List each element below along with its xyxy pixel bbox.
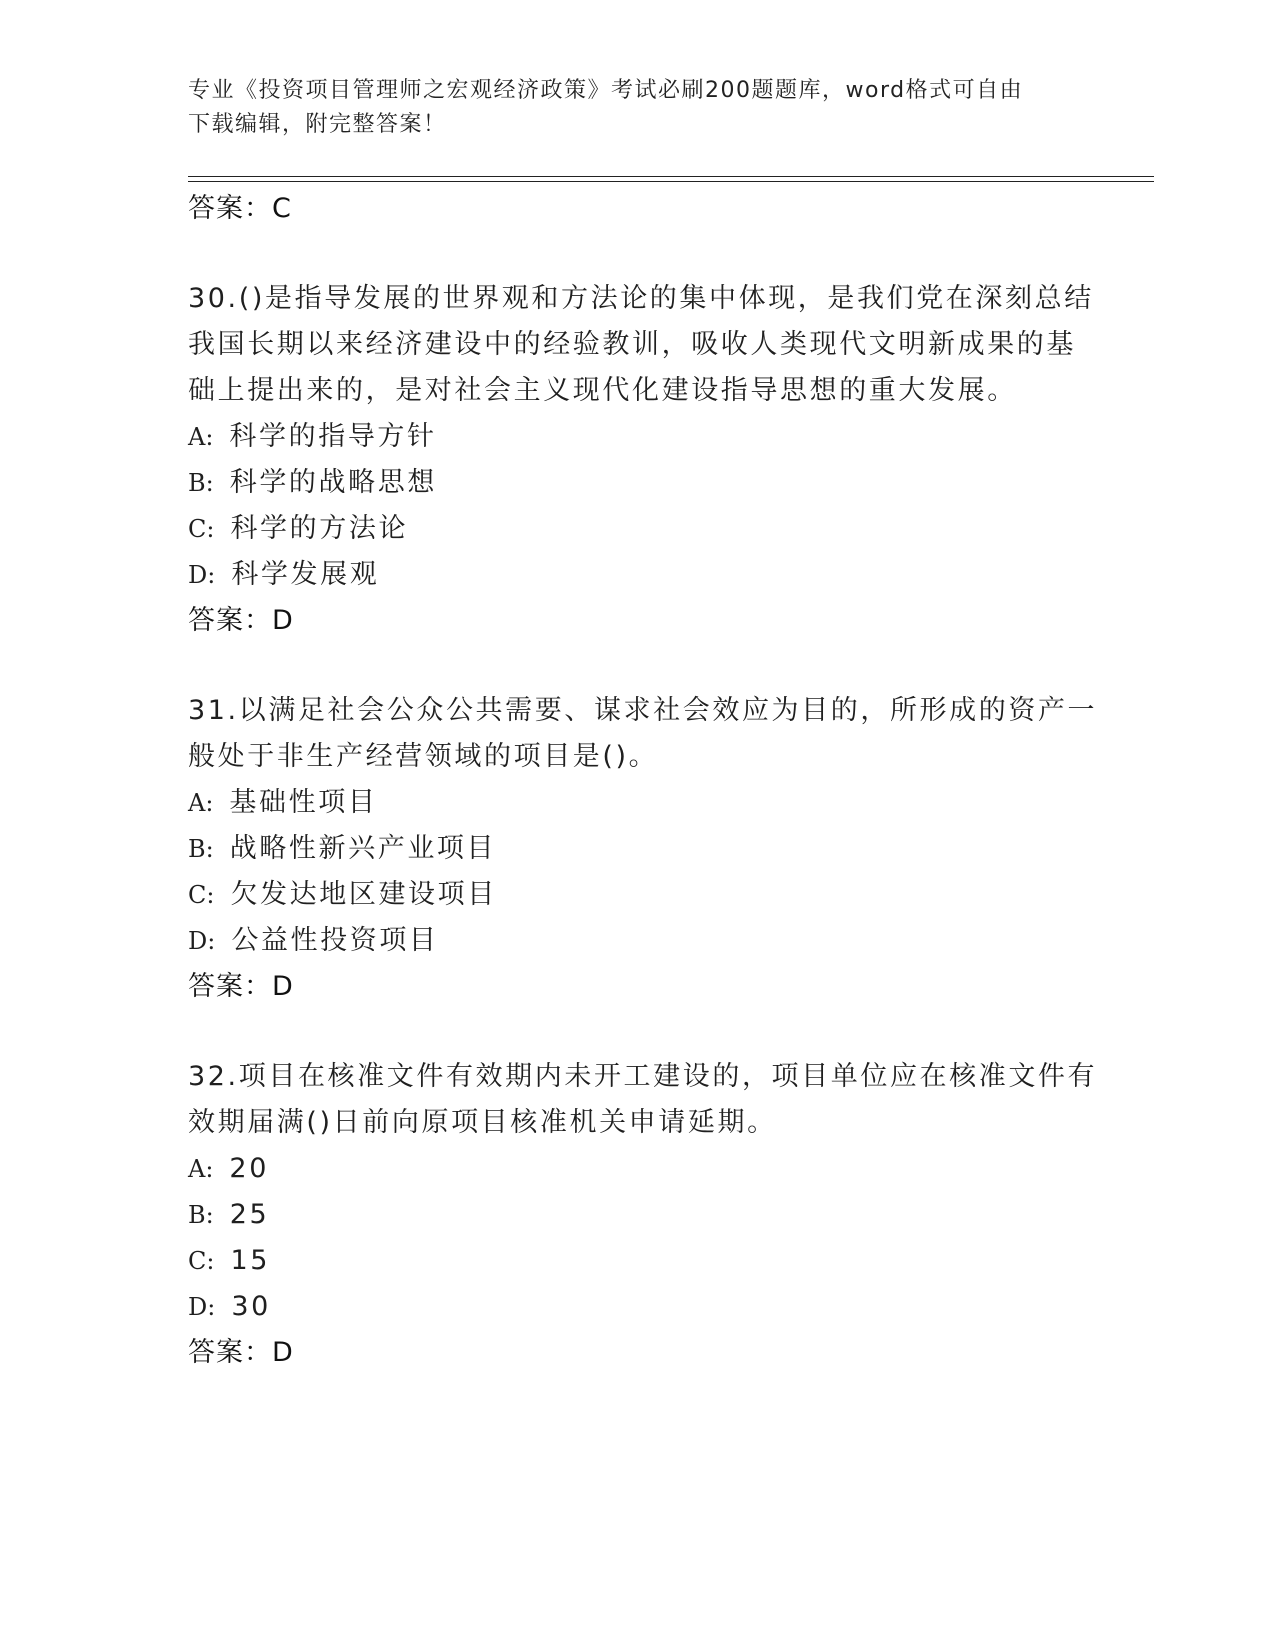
option-key: A: xyxy=(188,789,214,817)
document-header xyxy=(188,74,1088,142)
option-b xyxy=(188,1192,1088,1238)
option-text: 基础性项目 xyxy=(229,787,378,818)
answer-label: 答案：D xyxy=(188,971,294,1002)
header-rule-bottom xyxy=(188,181,1154,182)
option-text: 20 xyxy=(229,1153,269,1184)
option-text: 科学发展观 xyxy=(231,559,380,590)
option-key: D: xyxy=(188,561,216,589)
option-key: C: xyxy=(188,881,215,909)
option-text: 15 xyxy=(230,1245,271,1276)
option-d xyxy=(188,918,1088,964)
option-key: B: xyxy=(188,835,214,863)
option-key: B: xyxy=(188,1201,214,1229)
option-c xyxy=(188,872,1088,918)
option-text: 科学的指导方针 xyxy=(229,421,437,452)
option-b xyxy=(188,460,1088,506)
option-key: B: xyxy=(188,469,214,497)
question-text-line: 我国长期以来经济建设中的经验教训，吸收人类现代文明新成果的基 xyxy=(188,329,1076,360)
option-key: A: xyxy=(188,423,214,451)
option-text: 科学的方法论 xyxy=(230,513,409,544)
option-text: 公益性投资项目 xyxy=(231,925,439,956)
option-key: A: xyxy=(188,1155,214,1183)
option-key: D: xyxy=(188,927,216,955)
question-30 xyxy=(188,276,1094,644)
option-c xyxy=(188,1238,1088,1284)
option-d xyxy=(188,552,1088,598)
header-line-2: 下载编辑，附完整答案！ xyxy=(188,112,447,137)
option-b xyxy=(188,826,1088,872)
question-text-line: 31.以满足社会公众公共需要、谋求社会效应为目的，所形成的资产一 xyxy=(188,695,1098,726)
option-a xyxy=(188,1146,1088,1192)
answer-label: 答案：D xyxy=(188,605,294,636)
question-text-line: 效期届满()日前向原项目核准机关申请延期。 xyxy=(188,1107,777,1138)
header-line-1: 专业《投资项目管理师之宏观经济政策》考试必刷200题题库，word格式可自由 xyxy=(188,78,1024,103)
option-c xyxy=(188,506,1088,552)
option-text: 30 xyxy=(231,1291,271,1322)
previous-answer: 答案：C xyxy=(188,193,292,224)
question-text-line: 般处于非生产经营领域的项目是()。 xyxy=(188,741,659,772)
option-key: C: xyxy=(188,515,215,543)
question-31 xyxy=(188,688,1098,1010)
question-text-line: 30.()是指导发展的世界观和方法论的集中体现，是我们党在深刻总结 xyxy=(188,283,1094,314)
option-d xyxy=(188,1284,1088,1330)
option-key: D: xyxy=(188,1293,216,1321)
question-text-line: 础上提出来的，是对社会主义现代化建设指导思想的重大发展。 xyxy=(188,375,1017,406)
header-rule-top xyxy=(188,176,1154,177)
option-key: C: xyxy=(188,1247,215,1275)
question-list xyxy=(188,186,1098,1376)
option-text: 科学的战略思想 xyxy=(229,467,437,498)
question-32 xyxy=(188,1054,1098,1376)
question-text-line: 32.项目在核准文件有效期内未开工建设的，项目单位应在核准文件有 xyxy=(188,1061,1098,1092)
option-text: 欠发达地区建设项目 xyxy=(230,879,497,910)
option-text: 战略性新兴产业项目 xyxy=(229,833,497,864)
answer-label: 答案：D xyxy=(188,1337,294,1368)
option-text: 25 xyxy=(229,1199,270,1230)
option-a xyxy=(188,414,1088,460)
option-a xyxy=(188,780,1088,826)
